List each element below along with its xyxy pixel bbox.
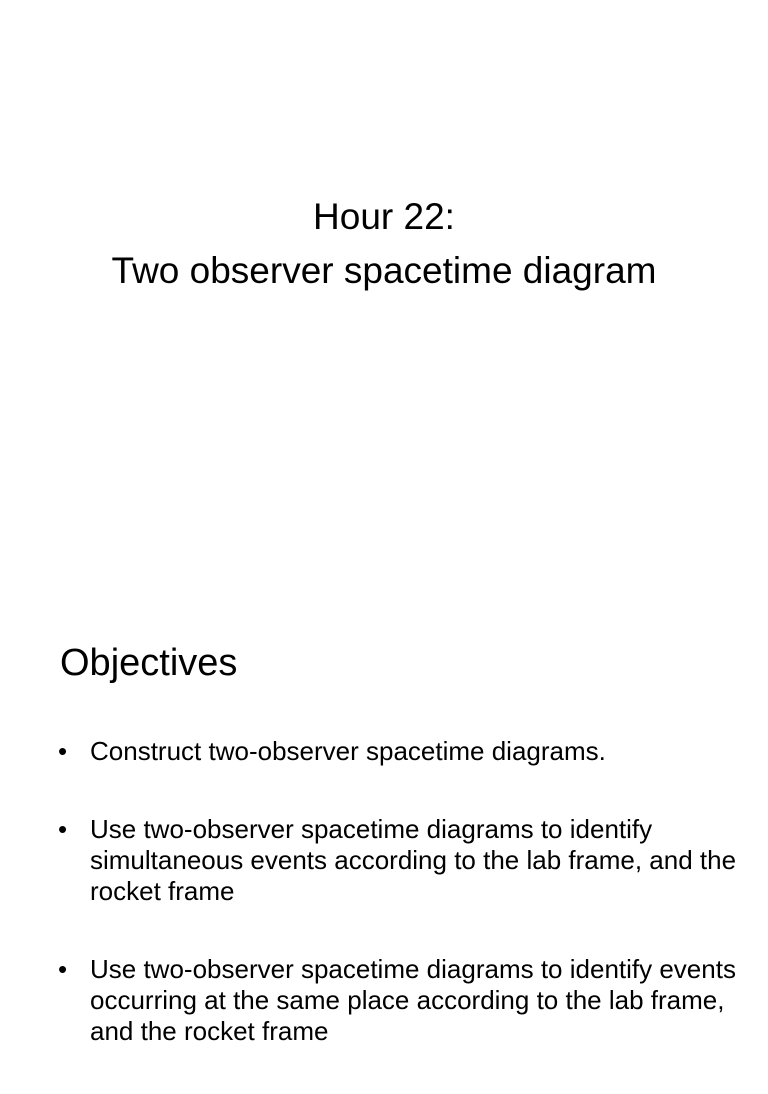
list-item: [58, 736, 738, 767]
bullet-text: Construct two-observer spacetime diagrams.: [90, 736, 606, 766]
bullet-text: Use two-observer spacetime diagrams to identify events occurring at the same place according to the lab frame, and the rocket frame: [90, 954, 736, 1046]
bullet-text: Use two-observer spacetime diagrams to identify simultaneous events according to the lab frame, and the rocket frame: [90, 814, 737, 906]
objectives-slide: [0, 576, 768, 1046]
list-item: [58, 814, 738, 907]
slide-title: [0, 190, 768, 298]
title-line-hour: Hour 22:: [313, 196, 455, 237]
title-line-topic: Two observer spacetime diagram: [111, 250, 657, 291]
bullet-icon: •: [58, 954, 68, 984]
objectives-list: [58, 736, 738, 1094]
bullet-icon: •: [58, 736, 68, 766]
bullet-icon: •: [58, 814, 68, 844]
objectives-heading: Objectives: [60, 642, 238, 684]
list-item: [58, 954, 738, 1047]
